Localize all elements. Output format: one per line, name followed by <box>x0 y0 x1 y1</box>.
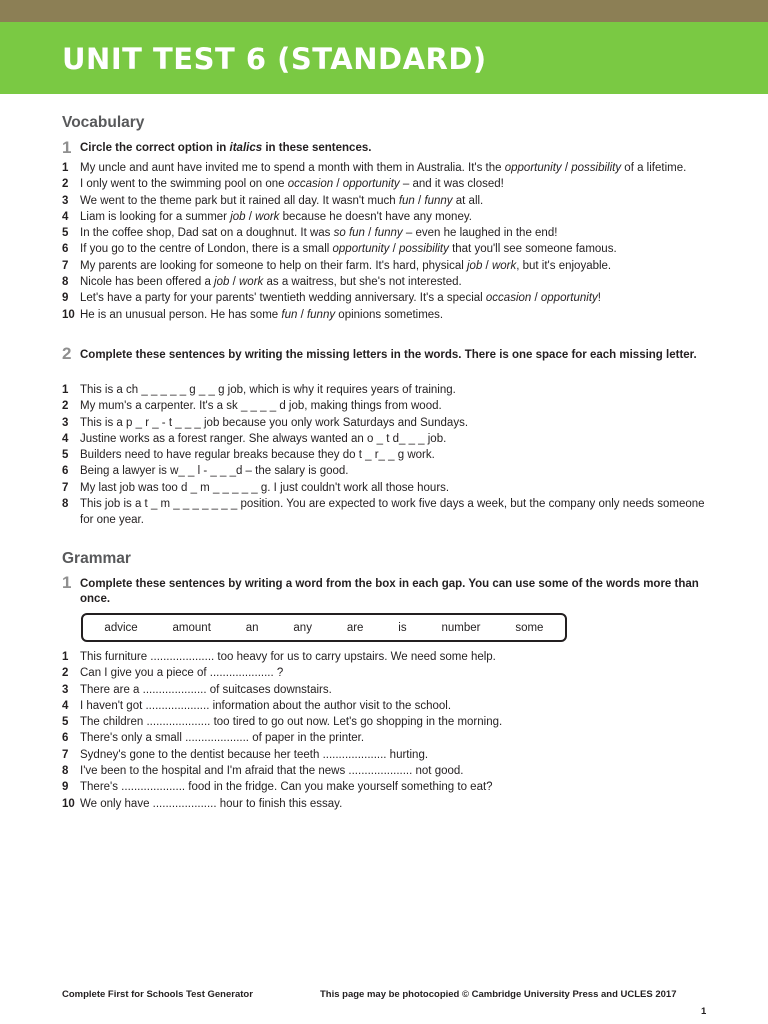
question-item <box>62 431 712 447</box>
word-box-word: advice <box>104 621 138 634</box>
question-text: The children .................... too tired to go out now. Let's go shopping in the morning. <box>80 716 503 729</box>
question-item <box>62 714 712 730</box>
vocab-exercise-1-items <box>62 160 712 323</box>
grammar-exercise-1-instruction: Complete these sentences by writing a word from the box in each gap. You can use some of the words more than once. <box>80 578 699 605</box>
question-text: In the coffee shop, Dad sat on a doughnut. It was so fun / funny – even he laughed in the end! <box>80 227 558 240</box>
question-text: If you go to the centre of London, there is a small opportunity / possibility that you'll see someone famous. <box>80 243 617 256</box>
word-box-word: an <box>245 621 259 634</box>
question-number: 6 <box>62 243 69 256</box>
question-number: 4 <box>62 699 69 712</box>
question-text: I've been to the hospital and I'm afraid that the news .................... not good. <box>80 765 464 778</box>
question-number: 8 <box>62 498 69 511</box>
vocab-exercise-1-instruction: Circle the correct option in italics in these sentences. <box>80 142 372 154</box>
question-item <box>62 480 712 496</box>
question-item <box>62 796 712 812</box>
question-item <box>62 747 712 763</box>
question-number: 8 <box>62 276 69 289</box>
top-strip <box>0 0 768 22</box>
question-number: 4 <box>62 210 69 223</box>
question-text: I only went to the swimming pool on one occasion / opportunity – and it was closed! <box>80 178 504 191</box>
question-item <box>62 415 712 431</box>
question-text: Builders need to have regular breaks because they do t _ r_ _ g work. <box>80 449 435 462</box>
question-item <box>62 730 712 746</box>
question-text: He is an unusual person. He has some fun / funny opinions sometimes. <box>80 308 444 321</box>
question-item <box>62 665 712 681</box>
question-text: This is a p _ r _ - t _ _ _ job because you only work Saturdays and Sundays. <box>80 416 469 429</box>
word-box <box>81 613 567 642</box>
question-text: There's .................... food in the fridge. Can you make yourself something to eat? <box>80 781 493 794</box>
question-number: 5 <box>62 716 69 729</box>
question-item <box>62 382 712 398</box>
question-text: My parents are looking for someone to help on their farm. It's hard, physical job / work, but it's enjoyable. <box>80 259 612 272</box>
question-text: There are a .................... of suitcases downstairs. <box>80 683 332 696</box>
grammar-exercise-1-items <box>62 649 712 812</box>
question-item <box>62 160 712 176</box>
question-item <box>62 258 712 274</box>
question-text: This furniture .................... too heavy for us to carry upstairs. We need some help. <box>80 651 496 663</box>
question-text: I haven't got .................... information about the author visit to the school. <box>80 699 452 712</box>
question-item <box>62 398 712 414</box>
footer-copyright: This page may be photocopied © Cambridge University Press and UCLES 2017 <box>320 989 677 1000</box>
question-number: 3 <box>62 683 69 696</box>
question-number: 3 <box>62 194 69 207</box>
question-number: 10 <box>62 797 75 810</box>
question-number: 9 <box>62 781 69 794</box>
question-text: My uncle and aunt have invited me to spend a month with them in Australia. It's the opportunity / possibility of a lifetime. <box>80 162 687 174</box>
question-number: 2 <box>62 400 69 413</box>
question-number: 1 <box>62 162 69 174</box>
question-item <box>62 241 712 257</box>
question-text: My last job was too d _ m _ _ _ _ _ g. I just couldn't work all those hours. <box>80 481 450 494</box>
word-box-word: is <box>398 621 407 634</box>
question-text: There's only a small .................... of paper in the printer. <box>80 732 365 745</box>
question-item <box>62 463 712 479</box>
question-number: 10 <box>62 308 75 321</box>
question-item <box>62 698 712 714</box>
question-text: Can I give you a piece of .................... ? <box>80 667 284 680</box>
question-number: 1 <box>62 651 69 663</box>
vocab-exercise-2-instruction: Complete these sentences by writing the missing letters in the words. There is one space for each missing letter. <box>80 349 697 361</box>
question-number: 4 <box>62 432 69 445</box>
question-number: 7 <box>62 481 69 494</box>
question-item <box>62 779 712 795</box>
question-number: 9 <box>62 292 69 305</box>
question-number: 2 <box>62 667 69 680</box>
word-box-word: are <box>346 621 364 634</box>
vocab-exercise-2-items <box>62 382 712 529</box>
vocab-exercise-1-number: 1 <box>62 138 72 157</box>
question-number: 6 <box>62 465 69 478</box>
vocab-exercise-2-number: 2 <box>62 344 72 363</box>
question-text: Let's have a party for your parents' twentieth wedding anniversary. It's a special occasion / opportunity! <box>80 292 601 305</box>
question-item <box>62 274 712 290</box>
question-text: Being a lawyer is w_ _ l - _ _ _d – the salary is good. <box>80 465 349 478</box>
question-text: This is a ch _ _ _ _ _ g _ _ g job, which is why it requires years of training. <box>80 384 456 396</box>
footer-publisher: Complete First for Schools Test Generator <box>62 989 253 1000</box>
question-number: 5 <box>62 449 69 462</box>
vocabulary-heading: Vocabulary <box>62 114 145 131</box>
question-number: 2 <box>62 178 69 191</box>
word-box-word: some <box>515 621 544 634</box>
question-number: 5 <box>62 227 69 240</box>
question-number: 8 <box>62 765 69 778</box>
question-number: 1 <box>62 384 69 396</box>
question-text: Liam is looking for a summer job / work because he doesn't have any money. <box>80 210 472 223</box>
question-item <box>62 496 712 529</box>
question-text: Nicole has been offered a job / work as a waitress, but she's not interested. <box>80 276 462 289</box>
question-item <box>62 682 712 698</box>
grammar-exercise-1-number: 1 <box>62 573 72 592</box>
grammar-heading: Grammar <box>62 550 131 567</box>
question-text: My mum's a carpenter. It's a sk _ _ _ _ d job, making things from wood. <box>80 400 442 413</box>
question-text: We only have .................... hour to finish this essay. <box>80 797 343 810</box>
question-item <box>62 209 712 225</box>
question-item <box>62 290 712 306</box>
question-number: 7 <box>62 259 69 272</box>
question-item <box>62 193 712 209</box>
question-number: 3 <box>62 416 69 429</box>
question-item <box>62 447 712 463</box>
question-item <box>62 763 712 779</box>
word-box-word: any <box>293 621 312 634</box>
word-box-word: number <box>441 621 481 634</box>
page-number: 1 <box>701 1006 707 1017</box>
question-item <box>62 649 712 665</box>
question-item <box>62 225 712 241</box>
question-text: Sydney's gone to the dentist because her teeth .................... hurting. <box>80 748 429 761</box>
question-text: We went to the theme park but it rained all day. It wasn't much fun / funny at all. <box>80 194 484 207</box>
word-box-word: amount <box>172 621 211 634</box>
question-item <box>62 176 712 192</box>
question-text: Justine works as a forest ranger. She always wanted an o _ t d_ _ _ job. <box>80 432 447 445</box>
question-number: 6 <box>62 732 69 745</box>
question-text: This job is a t _ m _ _ _ _ _ _ _ position. You are expected to work five days a week, but the company only needs someone for one year. <box>80 498 705 527</box>
question-number: 7 <box>62 748 69 761</box>
page-title: UNIT TEST 6 (STANDARD) <box>62 42 487 76</box>
question-item <box>62 307 712 323</box>
